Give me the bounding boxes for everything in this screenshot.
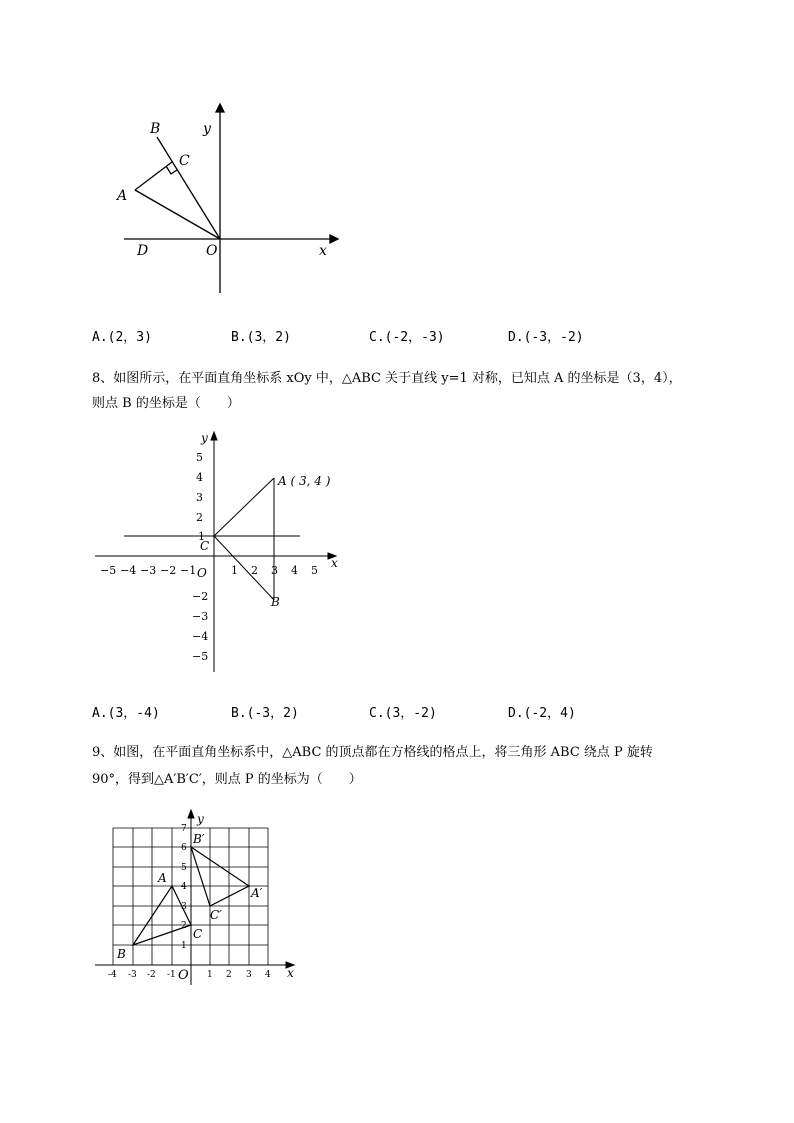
x-tick: 3 (246, 970, 252, 980)
q9-text-line2: 90°，得到△A′B′C′，则点 P 的坐标为（ ） (92, 772, 362, 787)
x-tick: -1 (167, 970, 176, 980)
x-tick: −2 (160, 564, 177, 577)
y-tick: 6 (181, 843, 187, 853)
label-D: D (137, 243, 149, 259)
x-tick: 4 (291, 564, 298, 577)
y-tick: 4 (181, 882, 187, 892)
q7-option-a[interactable]: A.(2，3) (92, 330, 152, 345)
y-arrow (188, 810, 194, 818)
label-C: C (193, 927, 203, 941)
label-A: A (158, 871, 167, 885)
q8-text-line1: 8、如图所示，在平面直角坐标系 xOy 中，△ABC 关于直线 y=1 对称，已知点 A 的坐标是（3，4）， (92, 371, 682, 386)
y-tick: 5 (181, 863, 187, 873)
label-y: y (203, 121, 211, 137)
x-tick: −4 (120, 564, 137, 577)
x-tick: -3 (128, 970, 137, 980)
label-O: O (206, 243, 218, 259)
q8-option-c[interactable]: C.(3，-2) (369, 706, 437, 721)
y-tick: 2 (196, 511, 203, 524)
label-y: y (201, 431, 208, 445)
y-tick: 3 (181, 902, 187, 912)
label-A-prime: A′ (251, 886, 263, 900)
x-tick: −3 (140, 564, 157, 577)
y-tick: −3 (192, 610, 209, 623)
x-tick: 2 (251, 564, 258, 577)
label-O: O (178, 968, 189, 983)
x-tick: 1 (207, 970, 213, 980)
q7-option-b[interactable]: B.(3，2) (231, 330, 291, 345)
q8-option-b[interactable]: B.(-3，2) (231, 706, 299, 721)
y-tick: −2 (192, 590, 209, 603)
q7-option-c[interactable]: C.(-2，-3) (369, 330, 445, 345)
label-B-prime: B′ (193, 832, 205, 846)
y-tick: 7 (181, 824, 187, 834)
x-tick: 2 (226, 970, 232, 980)
label-A: A ( 3, 4 ) (278, 474, 331, 488)
label-y: y (197, 812, 204, 826)
y-tick: 1 (181, 941, 187, 951)
label-B: B (150, 121, 161, 137)
label-O: O (197, 566, 207, 580)
x-tick: 1 (231, 564, 238, 577)
label-x: x (319, 243, 327, 259)
x-tick: -4 (108, 970, 117, 980)
y-tick: −4 (192, 630, 209, 643)
label-C: C (200, 539, 210, 553)
x-tick: −5 (100, 564, 117, 577)
y-tick: −5 (192, 650, 209, 663)
triangle-A'B'C' (191, 847, 249, 906)
x-tick: 4 (265, 970, 271, 980)
y-tick: 5 (196, 451, 203, 464)
x-tick: −1 (180, 564, 197, 577)
y-tick: 2 (181, 921, 187, 931)
label-A: A (117, 188, 128, 204)
y-tick: 4 (196, 471, 203, 484)
label-B: B (117, 947, 126, 961)
q8-text-line2: 则点 B 的坐标是（ ） (92, 396, 240, 411)
label-C-prime: C′ (210, 908, 222, 922)
label-C: C (179, 153, 190, 169)
q8-option-a[interactable]: A.(3，-4) (92, 706, 160, 721)
triangle-ABC (133, 886, 191, 945)
q7-option-d[interactable]: D.(-3，-2) (508, 330, 584, 345)
x-tick: 3 (271, 564, 278, 577)
y-tick: 1 (198, 530, 205, 543)
label-x: x (331, 556, 338, 570)
q9-text-line1: 9、如图，在平面直角坐标系中，△ABC 的顶点都在方格线的格点上，将三角形 ABC 绕点 P 旋转 (92, 745, 653, 760)
x-tick: -2 (147, 970, 156, 980)
y-tick: 3 (196, 491, 203, 504)
label-B: B (271, 595, 280, 609)
x-tick: 5 (311, 564, 318, 577)
q8-option-d[interactable]: D.(-2，4) (508, 706, 576, 721)
label-x: x (287, 966, 294, 980)
